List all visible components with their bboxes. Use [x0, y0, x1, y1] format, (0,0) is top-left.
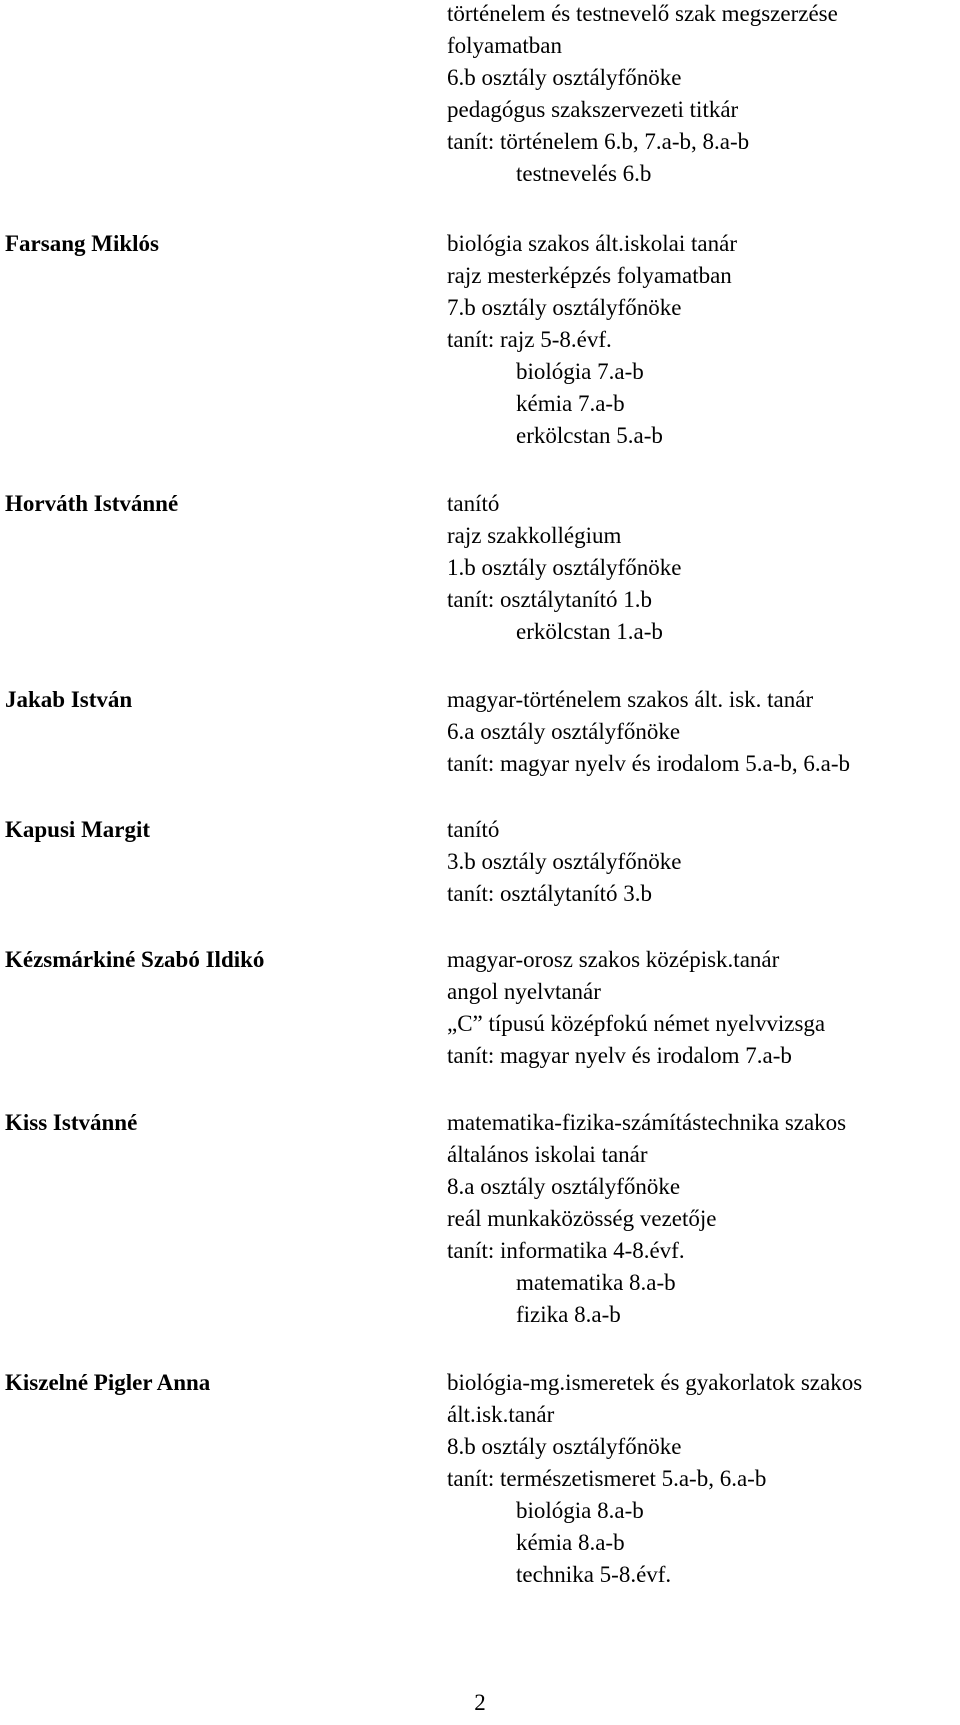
info-line: tanít: osztálytanító 1.b: [447, 587, 653, 612]
info-line: erkölcstan 5.a-b: [516, 423, 663, 448]
info-line: „C” típusú középfokú német nyelvvizsga: [447, 1011, 826, 1036]
staff-name: Horváth Istvánné: [5, 491, 179, 516]
info-line: biológia-mg.ismeretek és gyakorlatok szakos: [447, 1370, 863, 1395]
staff-name: Kiss Istvánné: [5, 1110, 138, 1135]
info-line: testnevelés 6.b: [516, 161, 652, 186]
info-line: tanító: [447, 817, 500, 842]
staff-name: Jakab István: [5, 687, 133, 712]
info-line: 6.b osztály osztályfőnöke: [447, 65, 682, 90]
info-line: 6.a osztály osztályfőnöke: [447, 719, 681, 744]
info-line: rajz szakkollégium: [447, 523, 622, 548]
staff-details: [447, 228, 737, 452]
info-line: tanít: informatika 4-8.évf.: [447, 1238, 685, 1263]
staff-details: [447, 684, 850, 780]
info-line: rajz mesterképzés folyamatban: [447, 263, 732, 288]
info-line: 8.b osztály osztályfőnöke: [447, 1434, 682, 1459]
info-line: matematika 8.a-b: [516, 1270, 676, 1295]
info-line: pedagógus szakszervezeti titkár: [447, 97, 739, 122]
info-line: magyar-történelem szakos ált. isk. tanár: [447, 687, 814, 712]
staff-name: Farsang Miklós: [5, 231, 159, 256]
info-line: tanít: osztálytanító 3.b: [447, 881, 653, 906]
info-line: matematika-fizika-számítástechnika szakos: [447, 1110, 847, 1135]
staff-name: Kapusi Margit: [5, 817, 151, 842]
info-line: tanító: [447, 491, 500, 516]
staff-details: [447, 944, 825, 1072]
info-line: ált.isk.tanár: [447, 1402, 555, 1427]
continuation-block: [447, 0, 838, 190]
info-line: tanít: magyar nyelv és irodalom 7.a-b: [447, 1043, 792, 1068]
info-line: angol nyelvtanár: [447, 979, 601, 1004]
info-line: történelem és testnevelő szak megszerzése: [447, 1, 838, 26]
info-line: technika 5-8.évf.: [516, 1562, 672, 1587]
info-line: folyamatban: [447, 33, 562, 58]
info-line: kémia 8.a-b: [516, 1530, 625, 1555]
info-line: tanít: természetismeret 5.a-b, 6.a-b: [447, 1466, 767, 1491]
page-number: 2: [474, 1690, 486, 1715]
info-line: biológia szakos ált.iskolai tanár: [447, 231, 737, 256]
info-line: erkölcstan 1.a-b: [516, 619, 663, 644]
info-line: tanít: magyar nyelv és irodalom 5.a-b, 6.a-b: [447, 751, 851, 776]
info-line: kémia 7.a-b: [516, 391, 625, 416]
staff-details: [447, 1367, 862, 1591]
staff-name: Kézsmárkiné Szabó Ildikó: [5, 947, 265, 972]
info-line: fizika 8.a-b: [516, 1302, 621, 1327]
info-line: reál munkaközösség vezetője: [447, 1206, 717, 1231]
staff-details: [447, 488, 681, 648]
staff-details: [447, 814, 681, 910]
info-line: biológia 8.a-b: [516, 1498, 644, 1523]
info-line: tanít: történelem 6.b, 7.a-b, 8.a-b: [447, 129, 750, 154]
info-line: 8.a osztály osztályfőnöke: [447, 1174, 681, 1199]
info-line: tanít: rajz 5-8.évf.: [447, 327, 612, 352]
staff-name: Kiszelné Pigler Anna: [5, 1370, 211, 1395]
staff-details: [447, 1107, 846, 1331]
info-line: 1.b osztály osztályfőnöke: [447, 555, 682, 580]
info-line: magyar-orosz szakos középisk.tanár: [447, 947, 780, 972]
info-line: 7.b osztály osztályfőnöke: [447, 295, 682, 320]
info-line: általános iskolai tanár: [447, 1142, 648, 1167]
info-line: 3.b osztály osztályfőnöke: [447, 849, 682, 874]
info-line: biológia 7.a-b: [516, 359, 644, 384]
